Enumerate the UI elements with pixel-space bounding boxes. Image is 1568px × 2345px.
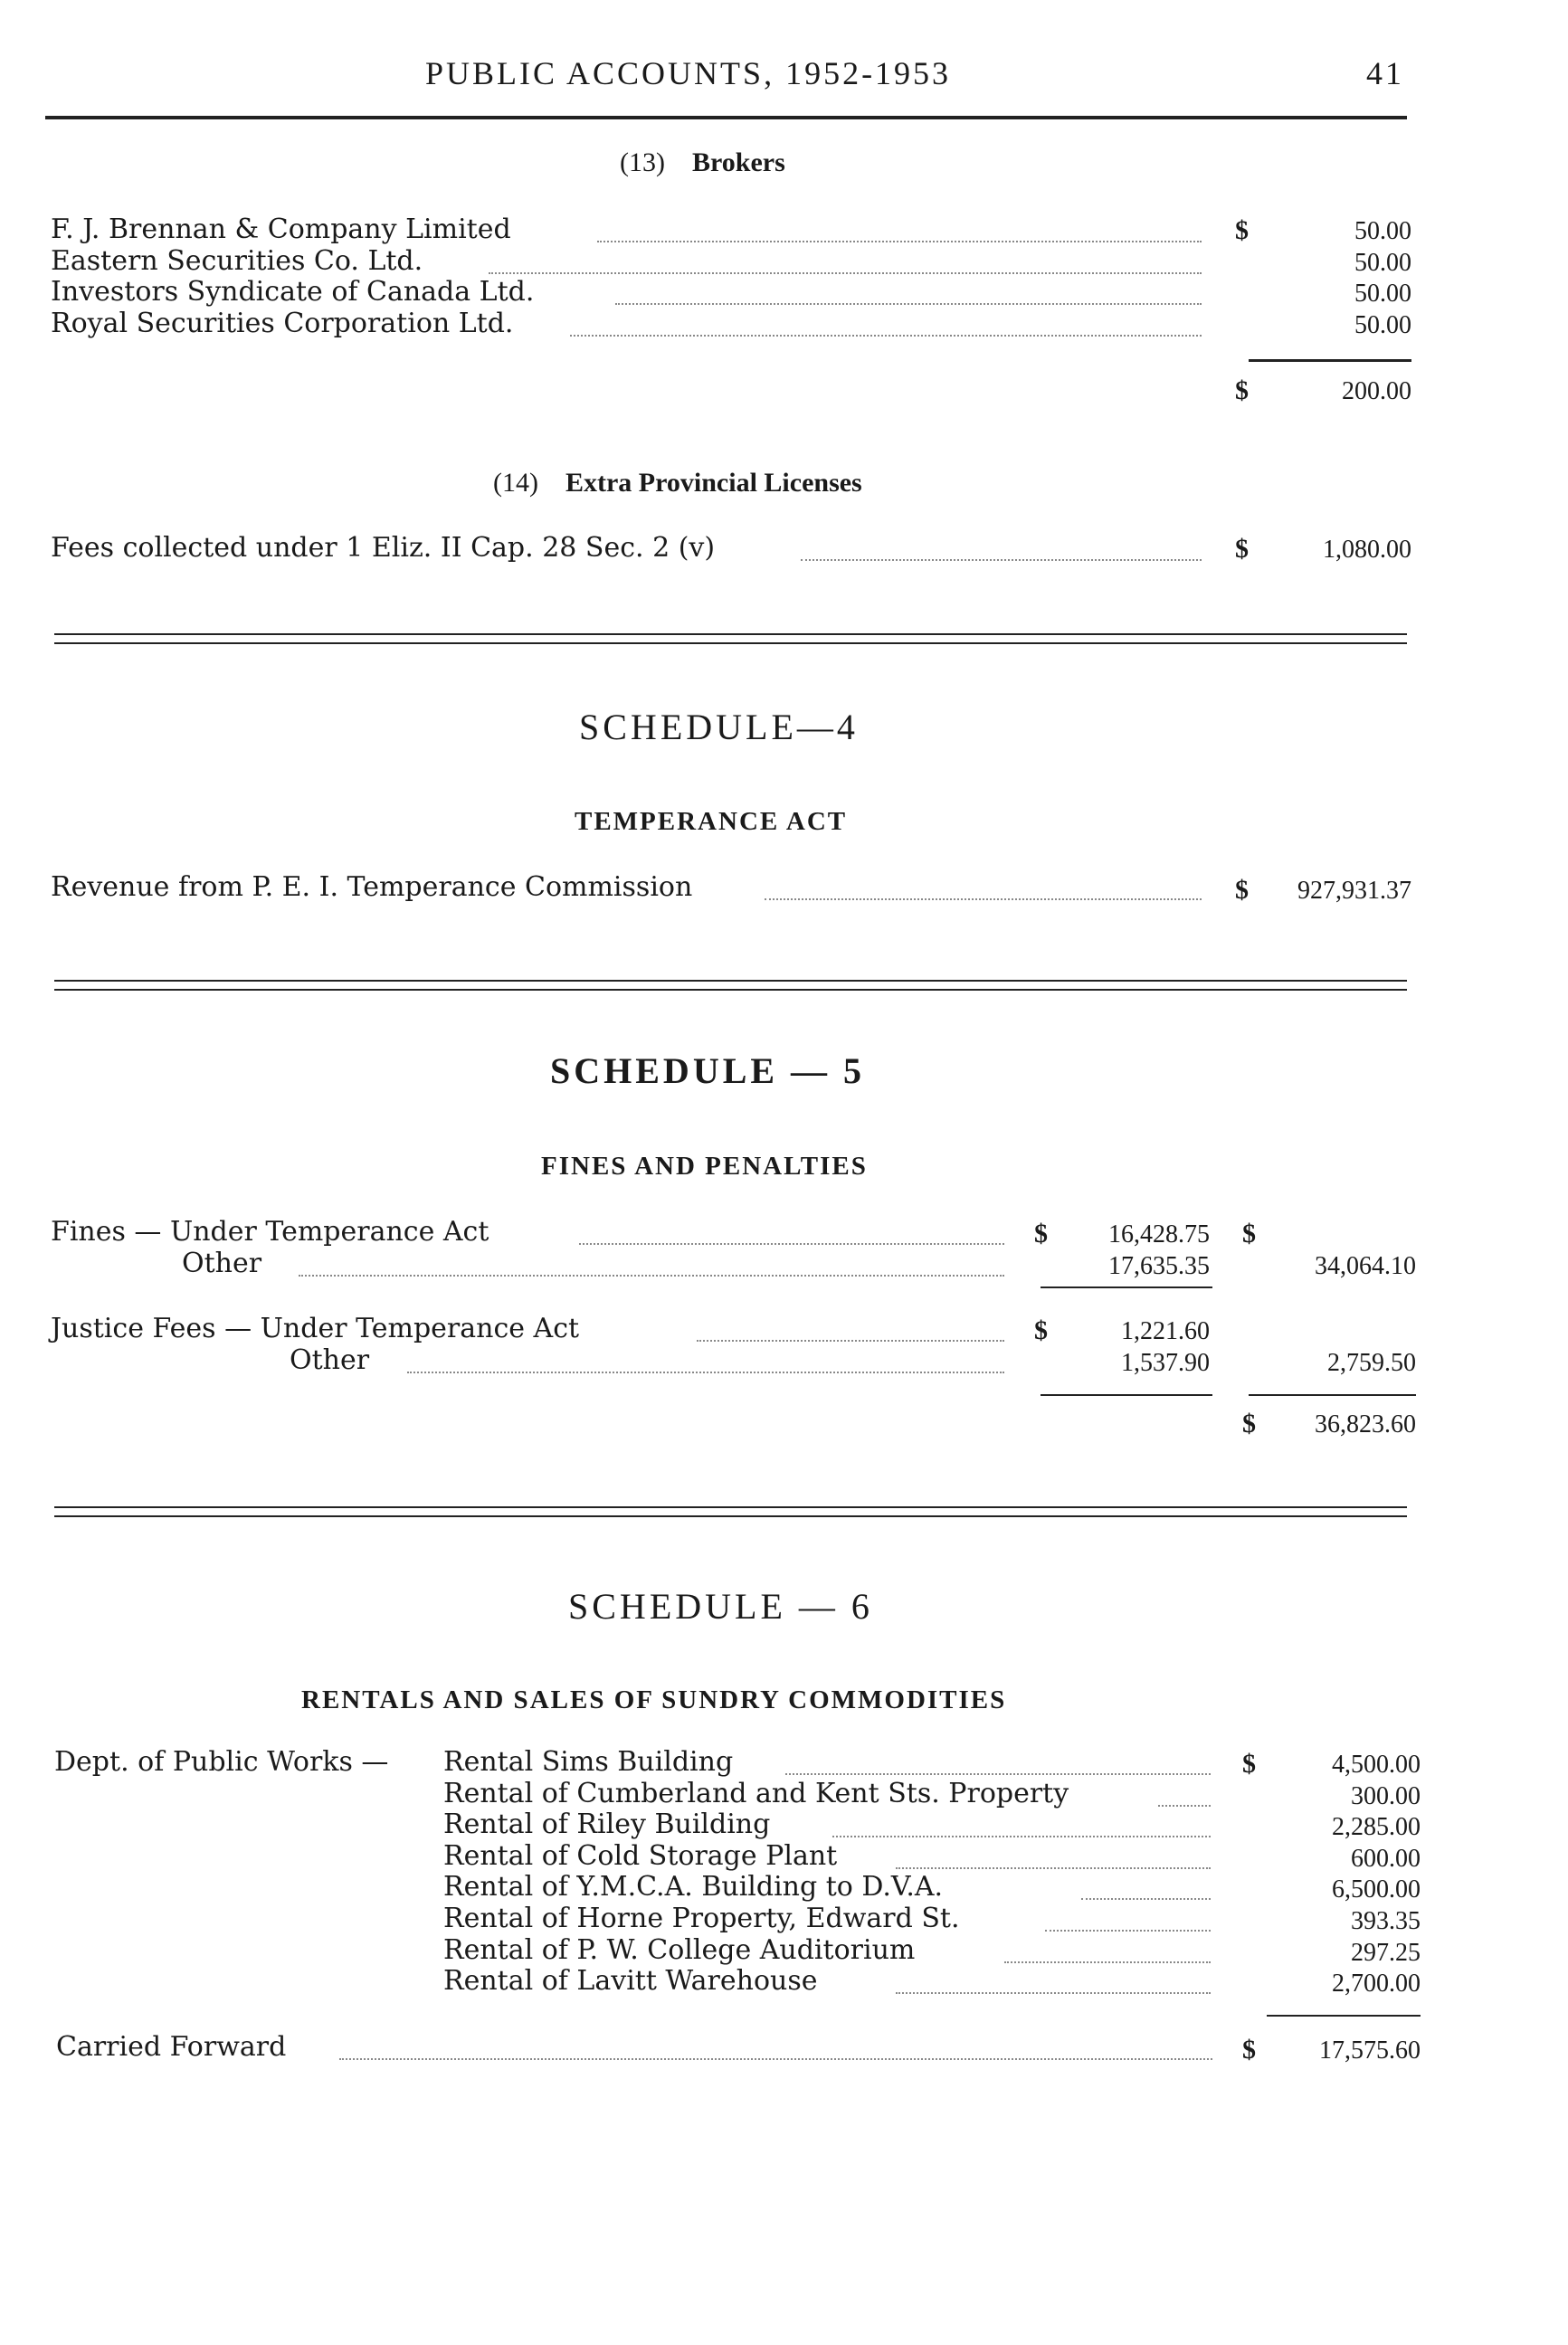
fines-other-label: Other	[182, 1248, 262, 1279]
broker-amount: 50.00	[1354, 280, 1411, 308]
rental-amount: 2,285.00	[1332, 1813, 1421, 1841]
section-divider	[54, 633, 1407, 635]
dot-leader	[339, 2058, 1212, 2060]
rental-item: Rental of Horne Property, Edward St.	[443, 1903, 960, 1934]
dot-leader	[896, 1992, 1211, 1994]
rental-amount: 297.25	[1351, 1939, 1421, 1967]
temperance-revenue-label: Revenue from P. E. I. Temperance Commission	[51, 871, 693, 903]
section-number: (13)	[620, 147, 665, 177]
section-divider	[54, 642, 1407, 644]
justice-total: 2,759.50	[1327, 1349, 1416, 1377]
dollar-sign: $	[1235, 215, 1249, 245]
temperance-revenue-amount: 927,931.37	[1297, 877, 1411, 905]
subtotal-rule	[1041, 1394, 1212, 1396]
dept-label: Dept. of Public Works —	[54, 1746, 389, 1778]
rental-amount: 300.00	[1351, 1782, 1421, 1810]
section-number: (14)	[493, 468, 538, 498]
fines-grand-total: 36,823.60	[1315, 1410, 1416, 1438]
dot-leader	[1158, 1805, 1211, 1807]
fines-label: Fines — Under Temperance Act	[51, 1216, 489, 1248]
fines-total: 34,064.10	[1315, 1252, 1416, 1280]
dot-leader	[1004, 1961, 1211, 1963]
section-divider	[54, 980, 1407, 982]
broker-amount: 50.00	[1354, 249, 1411, 277]
schedule-4-title: SCHEDULE—4	[579, 707, 859, 747]
broker-name: F. J. Brennan & Company Limited	[51, 214, 511, 245]
dot-leader	[597, 241, 1202, 242]
section-title: Brokers	[691, 147, 785, 177]
schedule-4-subtitle: TEMPERANCE ACT	[575, 807, 848, 836]
rental-amount: 4,500.00	[1332, 1751, 1421, 1779]
carried-forward-total: 17,575.60	[1319, 2036, 1421, 2065]
justice-fees-label: Justice Fees — Under Temperance Act	[51, 1313, 580, 1344]
dot-leader	[1045, 1930, 1211, 1932]
page-number: 41	[1366, 55, 1404, 91]
dollar-sign: $	[1242, 2035, 1256, 2065]
rental-item: Rental of Cold Storage Plant	[443, 1840, 838, 1872]
rental-item: Rental Sims Building	[443, 1746, 734, 1778]
total-rule	[1249, 1394, 1416, 1396]
justice-other-amount: 1,537.90	[1121, 1349, 1210, 1377]
dollar-sign: $	[1235, 875, 1249, 905]
broker-amount: 50.00	[1354, 217, 1411, 245]
section-divider	[54, 1515, 1407, 1517]
section-divider	[54, 1506, 1407, 1508]
page-title: PUBLIC ACCOUNTS, 1952-1953	[425, 55, 952, 91]
license-fees-amount: 1,080.00	[1323, 536, 1411, 564]
section-title: Extra Provincial Licenses	[565, 468, 862, 498]
dollar-sign: $	[1235, 375, 1249, 405]
dot-leader	[832, 1836, 1211, 1837]
dollar-sign: $	[1242, 1409, 1256, 1438]
broker-name: Investors Syndicate of Canada Ltd.	[51, 276, 535, 308]
dot-leader	[801, 559, 1202, 561]
dollar-sign: $	[1242, 1219, 1256, 1248]
rental-amount: 6,500.00	[1332, 1875, 1421, 1904]
fines-other-amount: 17,635.35	[1108, 1252, 1210, 1280]
total-rule	[1249, 359, 1411, 362]
total-rule	[1267, 2015, 1421, 2017]
dot-leader	[1081, 1898, 1211, 1900]
dot-leader	[615, 303, 1202, 305]
dollar-sign: $	[1242, 1749, 1256, 1779]
header-rule	[45, 116, 1407, 119]
dot-leader	[896, 1867, 1211, 1869]
rental-amount: 600.00	[1351, 1845, 1421, 1873]
dollar-sign: $	[1034, 1219, 1048, 1248]
section-heading-licenses	[493, 468, 862, 498]
dot-leader	[407, 1372, 1004, 1373]
brokers-total: 200.00	[1342, 377, 1411, 405]
schedule-5-title: SCHEDULE — 5	[550, 1050, 866, 1091]
carried-forward-label: Carried Forward	[56, 2031, 287, 2063]
dot-leader	[579, 1243, 1004, 1245]
justice-temperance-amount: 1,221.60	[1121, 1317, 1210, 1345]
schedule-6-subtitle: RENTALS AND SALES OF SUNDRY COMMODITIES	[301, 1685, 1007, 1714]
rental-amount: 393.35	[1351, 1907, 1421, 1935]
rental-item: Rental of Riley Building	[443, 1809, 771, 1840]
broker-amount: 50.00	[1354, 311, 1411, 339]
rental-item: Rental of Cumberland and Kent Sts. Property	[443, 1778, 1069, 1809]
dot-leader	[765, 898, 1202, 900]
dot-leader	[570, 335, 1202, 337]
justice-other-label: Other	[290, 1344, 370, 1376]
fines-temperance-amount: 16,428.75	[1108, 1220, 1210, 1248]
schedule-6-title: SCHEDULE — 6	[568, 1586, 873, 1627]
dot-leader	[489, 272, 1202, 274]
dot-leader	[697, 1340, 1004, 1342]
dot-leader	[785, 1773, 1211, 1775]
subtotal-rule	[1041, 1286, 1212, 1288]
license-fees-label: Fees collected under 1 Eliz. II Cap. 28 Sec. 2 (v)	[51, 532, 716, 564]
rental-amount: 2,700.00	[1332, 1970, 1421, 1998]
section-divider	[54, 989, 1407, 991]
schedule-5-subtitle: FINES AND PENALTIES	[541, 1152, 868, 1181]
dot-leader	[299, 1275, 1004, 1277]
broker-name: Eastern Securities Co. Ltd.	[51, 245, 423, 277]
rental-item: Rental of Lavitt Warehouse	[443, 1965, 818, 1997]
dollar-sign: $	[1034, 1315, 1048, 1345]
dollar-sign: $	[1235, 534, 1249, 564]
section-heading-brokers	[620, 147, 785, 178]
rental-item: Rental of P. W. College Auditorium	[443, 1934, 916, 1966]
broker-name: Royal Securities Corporation Ltd.	[51, 308, 514, 339]
rental-item: Rental of Y.M.C.A. Building to D.V.A.	[443, 1871, 944, 1903]
